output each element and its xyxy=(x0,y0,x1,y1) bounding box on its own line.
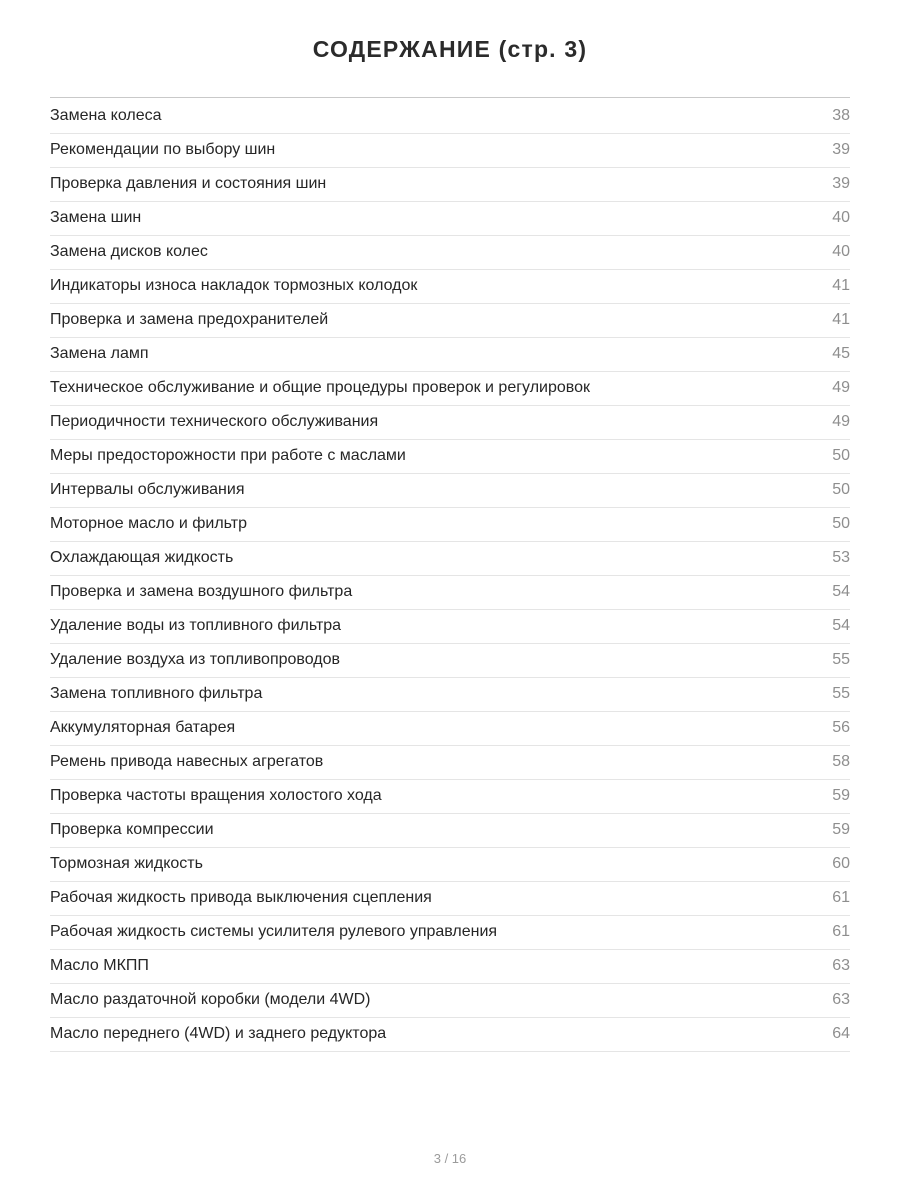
toc-item-label: Меры предосторожности при работе с маслами xyxy=(50,447,406,464)
header-divider xyxy=(50,97,850,98)
toc-row[interactable] xyxy=(50,848,850,882)
toc-item-page: 63 xyxy=(832,957,850,974)
toc-row[interactable] xyxy=(50,134,850,168)
toc-item-page: 55 xyxy=(832,651,850,668)
toc-item-label: Ремень привода навесных агрегатов xyxy=(50,753,324,770)
toc-item-label: Рекомендации по выбору шин xyxy=(50,141,276,158)
toc-row[interactable] xyxy=(50,746,850,780)
toc-item-page: 60 xyxy=(832,855,850,872)
toc-item-page: 64 xyxy=(832,1025,850,1042)
toc-item-label: Замена ламп xyxy=(50,345,149,362)
toc-item-label: Рабочая жидкость системы усилителя рулевого управления xyxy=(50,923,498,940)
toc-row[interactable] xyxy=(50,644,850,678)
toc-item-page: 50 xyxy=(832,481,850,498)
toc-item-label: Индикаторы износа накладок тормозных колодок xyxy=(50,277,418,294)
toc-item-page: 61 xyxy=(832,923,850,940)
toc-row[interactable] xyxy=(50,678,850,712)
toc-row[interactable] xyxy=(50,236,850,270)
toc-row[interactable] xyxy=(50,202,850,236)
toc-row[interactable] xyxy=(50,338,850,372)
toc-item-label: Техническое обслуживание и общие процедуры проверок и регулировок xyxy=(50,379,590,396)
toc-item-page: 55 xyxy=(832,685,850,702)
toc-row[interactable] xyxy=(50,950,850,984)
toc-item-label: Масло МКПП xyxy=(50,957,149,974)
toc-row[interactable] xyxy=(50,168,850,202)
toc-item-page: 54 xyxy=(832,617,850,634)
toc-item-label: Замена топливного фильтра xyxy=(50,685,263,702)
toc-row[interactable] xyxy=(50,406,850,440)
toc-item-page: 41 xyxy=(832,311,850,328)
toc-row[interactable] xyxy=(50,814,850,848)
toc-item-label: Проверка частоты вращения холостого хода xyxy=(50,787,382,804)
toc-item-label: Масло раздаточной коробки (модели 4WD) xyxy=(50,991,371,1008)
toc-item-label: Замена шин xyxy=(50,209,142,226)
toc-item-page: 61 xyxy=(832,889,850,906)
toc-item-label: Охлаждающая жидкость xyxy=(50,549,234,566)
toc-item-page: 53 xyxy=(832,549,850,566)
toc-item-label: Замена колеса xyxy=(50,107,162,124)
toc-item-label: Проверка и замена воздушного фильтра xyxy=(50,583,353,600)
toc-item-page: 45 xyxy=(832,345,850,362)
toc-row[interactable] xyxy=(50,916,850,950)
toc-row[interactable] xyxy=(50,304,850,338)
toc-item-page: 41 xyxy=(832,277,850,294)
toc-item-page: 59 xyxy=(832,821,850,838)
toc-item-label: Замена дисков колес xyxy=(50,243,208,260)
toc-item-page: 59 xyxy=(832,787,850,804)
toc-row[interactable] xyxy=(50,100,850,134)
toc-row[interactable] xyxy=(50,542,850,576)
toc-item-page: 39 xyxy=(832,141,850,158)
toc-item-label: Удаление воздуха из топливопроводов xyxy=(50,651,341,668)
toc-row[interactable] xyxy=(50,712,850,746)
toc-row[interactable] xyxy=(50,508,850,542)
toc-item-page: 39 xyxy=(832,175,850,192)
toc-item-page: 49 xyxy=(832,379,850,396)
toc-item-label: Периодичности технического обслуживания xyxy=(50,413,379,430)
toc-item-page: 63 xyxy=(832,991,850,1008)
toc-item-label: Тормозная жидкость xyxy=(50,855,203,872)
toc-item-page: 54 xyxy=(832,583,850,600)
toc-item-page: 40 xyxy=(832,209,850,226)
toc-row[interactable] xyxy=(50,474,850,508)
toc-item-label: Рабочая жидкость привода выключения сцепления xyxy=(50,889,432,906)
toc-item-label: Аккумуляторная батарея xyxy=(50,719,236,736)
toc-item-label: Интервалы обслуживания xyxy=(50,481,245,498)
toc-item-label: Масло переднего (4WD) и заднего редуктора xyxy=(50,1025,387,1042)
toc-row[interactable] xyxy=(50,610,850,644)
toc-item-label: Удаление воды из топливного фильтра xyxy=(50,617,342,634)
toc-list xyxy=(50,100,850,1052)
toc-item-page: 40 xyxy=(832,243,850,260)
toc-row[interactable] xyxy=(50,1018,850,1052)
page-title: СОДЕРЖАНИЕ (стр. 3) xyxy=(312,36,588,62)
toc-item-label: Моторное масло и фильтр xyxy=(50,515,247,532)
toc-item-label: Проверка давления и состояния шин xyxy=(50,175,327,192)
toc-row[interactable] xyxy=(50,984,850,1018)
toc-item-page: 38 xyxy=(832,107,850,124)
toc-item-label: Проверка и замена предохранителей xyxy=(50,311,329,328)
toc-item-page: 50 xyxy=(832,515,850,532)
toc-row[interactable] xyxy=(50,270,850,304)
toc-row[interactable] xyxy=(50,882,850,916)
toc-row[interactable] xyxy=(50,576,850,610)
toc-item-page: 50 xyxy=(832,447,850,464)
toc-item-page: 58 xyxy=(832,753,850,770)
toc-item-page: 49 xyxy=(832,413,850,430)
toc-row[interactable] xyxy=(50,372,850,406)
page-indicator: 3 / 16 xyxy=(433,1151,467,1166)
toc-row[interactable] xyxy=(50,440,850,474)
toc-item-label: Проверка компрессии xyxy=(50,821,214,838)
toc-item-page: 56 xyxy=(832,719,850,736)
toc-row[interactable] xyxy=(50,780,850,814)
